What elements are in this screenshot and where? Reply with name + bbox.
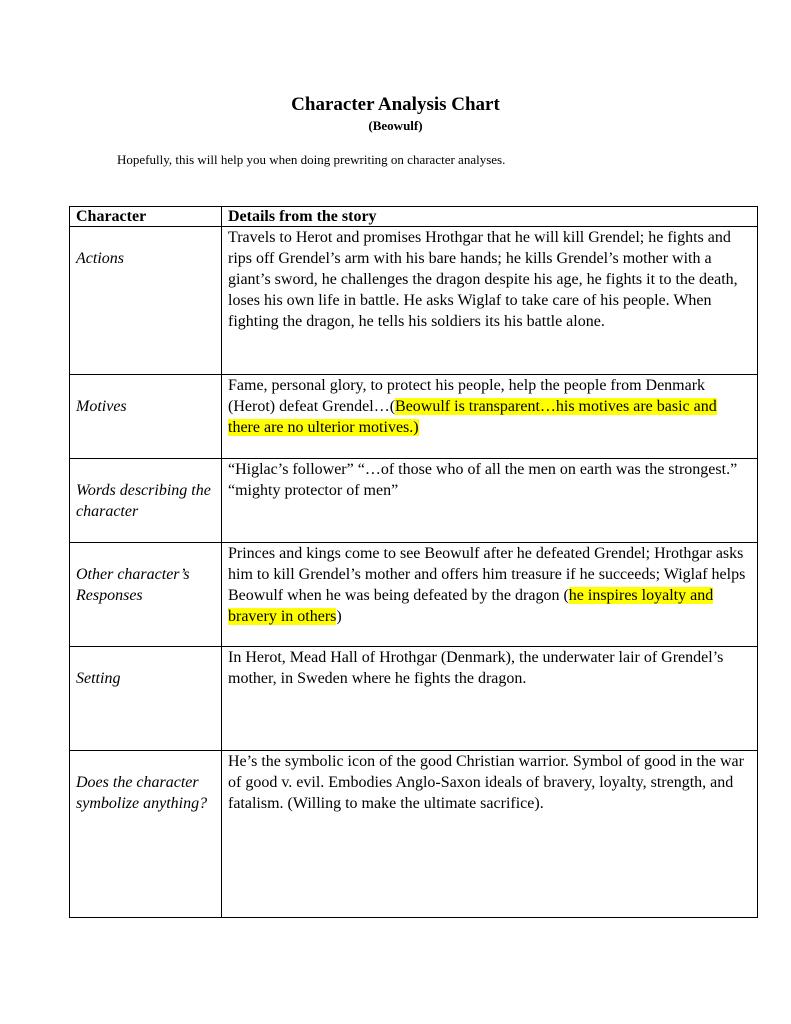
row-label-symbolize bbox=[70, 751, 222, 918]
row-label-text: Does the character symbolize anything? bbox=[76, 774, 208, 812]
row-details-motives bbox=[222, 375, 758, 459]
row-label-setting bbox=[70, 647, 222, 751]
row-label-text: Words describing the character bbox=[76, 482, 211, 520]
table-row-responses bbox=[70, 543, 758, 647]
row-label-text: Actions bbox=[76, 250, 124, 267]
row-details-setting: In Herot, Mead Hall of Hrothgar (Denmark), the underwater lair of Grendel’s mother, in Sweden where he fights the dragon. bbox=[222, 647, 758, 751]
table-row-words bbox=[70, 459, 758, 543]
highlighted-text: he inspires loyalty and bravery in others bbox=[228, 587, 714, 625]
page-title: Character Analysis Chart bbox=[291, 94, 500, 115]
details-text: Princes and kings come to see Beowulf after he defeated Grendel; Hrothgar asks him to kill Grendel’s mother and offers him treasure if he succeeds; Wiglaf helps Beowulf when he was being defeated by the dragon ( bbox=[228, 545, 746, 604]
table-row-symbolize bbox=[70, 751, 758, 918]
row-label-text: Other character’s Responses bbox=[76, 566, 190, 604]
row-details-symbolize: He’s the symbolic icon of the good Christian warrior. Symbol of good in the war of good v. evil. Embodies Anglo-Saxon ideals of bravery, loyalty, strength, and fatalism. (Willing to make the ultimate sacrifice). bbox=[222, 751, 758, 918]
intro-text: Hopefully, this will help you when doing prewriting on character analyses. bbox=[117, 152, 506, 167]
table-header-row bbox=[70, 207, 758, 227]
row-label-responses bbox=[70, 543, 222, 647]
column-header-details: Details from the story bbox=[222, 207, 758, 227]
row-details-responses bbox=[222, 543, 758, 647]
column-header-character: Character bbox=[70, 207, 222, 227]
page-subtitle: (Beowulf) bbox=[368, 118, 423, 133]
row-label-motives bbox=[70, 375, 222, 459]
row-details-words: “Higlac’s follower” “…of those who of all the men on earth was the strongest.” “mighty protector of men” bbox=[222, 459, 758, 543]
details-text: ) bbox=[336, 608, 342, 625]
highlighted-text: Beowulf is transparent…his motives are basic and there are no ulterior motives.) bbox=[228, 398, 717, 436]
row-label-words bbox=[70, 459, 222, 543]
table-row-actions bbox=[70, 227, 758, 375]
row-label-text: Motives bbox=[76, 398, 127, 415]
details-text: Fame, personal glory, to protect his people, help the people from Denmark (Herot) defeat Grendel…( bbox=[228, 377, 706, 415]
row-details-actions: Travels to Herot and promises Hrothgar that he will kill Grendel; he fights and rips off Grendel’s arm with his bare hands; he kills Grendel’s mother with a giant’s sword, he challenges the dragon despite his age, he fights it to the death, loses his own life in battle. He asks Wiglaf to take care of his people. When fighting the dragon, he tells his soldiers its his battle alone. bbox=[222, 227, 758, 375]
table-row-setting bbox=[70, 647, 758, 751]
table-row-motives bbox=[70, 375, 758, 459]
row-label-actions bbox=[70, 227, 222, 375]
character-analysis-table bbox=[69, 206, 758, 918]
row-label-text: Setting bbox=[76, 670, 121, 687]
